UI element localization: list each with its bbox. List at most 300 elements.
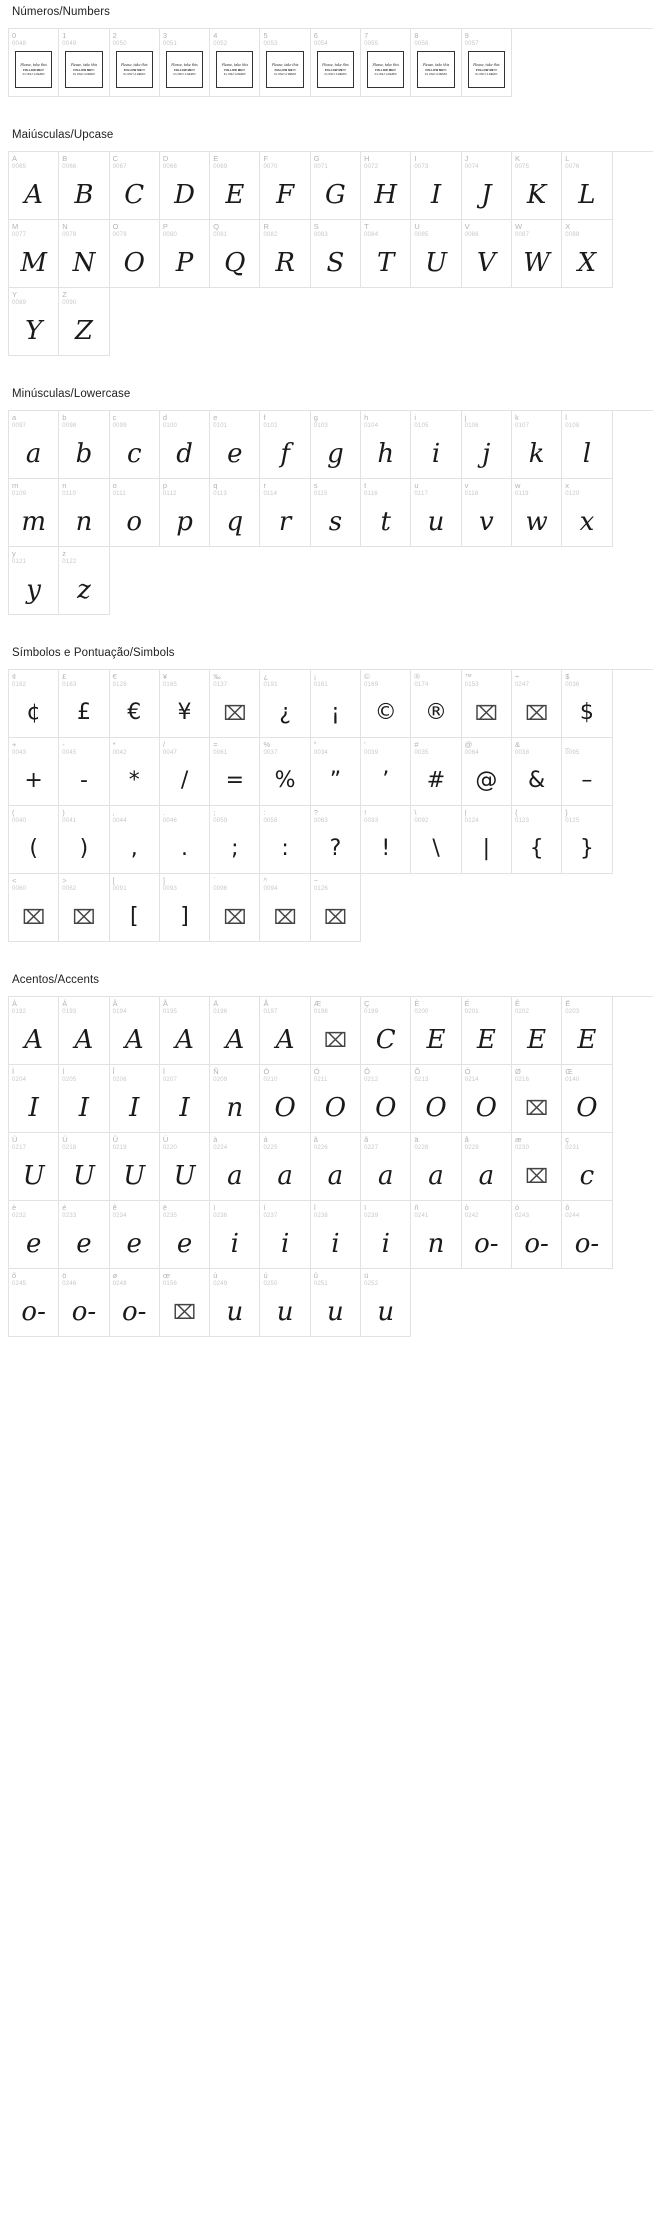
glyph-cell[interactable] [260, 411, 310, 479]
glyph-preview: g [327, 438, 344, 469]
glyph-preview: ⌧ [525, 700, 549, 725]
glyph-cell[interactable] [9, 670, 59, 738]
glyph-cell[interactable] [361, 411, 411, 479]
glyph-cell[interactable] [160, 152, 210, 220]
glyph-cell[interactable] [59, 479, 109, 547]
glyph-cell[interactable] [9, 1133, 59, 1201]
glyph-char-label: 9 [464, 31, 469, 40]
glyph-char-code: 0077 [12, 232, 27, 238]
glyph-preview: – [581, 767, 593, 793]
glyph-cell[interactable] [361, 997, 411, 1065]
glyph-preview: € [127, 699, 142, 725]
glyph-char-code: 0231 [565, 1145, 580, 1151]
glyph-char-code: 0047 [162, 750, 178, 756]
glyph-cell[interactable] [462, 411, 512, 479]
glyph-cell[interactable] [210, 874, 260, 942]
glyph-cell[interactable] [311, 1269, 361, 1337]
glyph-char-code: 0102 [263, 423, 278, 429]
glyph-cell[interactable] [59, 874, 109, 942]
section-title: Minúsculas/Lowercase [12, 388, 131, 400]
glyph-preview: O [274, 1092, 296, 1123]
glyph-cell[interactable] [562, 220, 612, 288]
glyph-cell[interactable] [260, 1065, 310, 1133]
glyph-char-label: b [62, 413, 67, 422]
glyph-cell[interactable] [59, 806, 109, 874]
glyph-cell[interactable] [160, 806, 210, 874]
glyph-cell[interactable] [411, 1201, 461, 1269]
glyph-preview-swatch [317, 51, 354, 88]
glyph-char-code: 0066 [62, 164, 77, 170]
swatch-line-2: FOLLOW ME!!! [425, 68, 447, 72]
sections-root [8, 0, 653, 1353]
glyph-cell[interactable] [110, 1269, 160, 1337]
glyph-cell[interactable] [210, 997, 260, 1065]
glyph-char-code: 0115 [313, 491, 328, 497]
glyph-cell[interactable] [311, 997, 361, 1065]
glyph-cell[interactable] [59, 738, 109, 806]
glyph-cell[interactable] [160, 29, 210, 97]
glyph-cell[interactable] [160, 738, 210, 806]
glyph-cell[interactable] [160, 874, 210, 942]
glyph-preview: X [577, 247, 597, 278]
glyph-cell[interactable] [562, 152, 612, 220]
glyph-preview: G [325, 179, 346, 210]
glyph-char-label: Æ [313, 999, 322, 1008]
glyph-cell[interactable] [311, 806, 361, 874]
glyph-cell[interactable] [512, 411, 562, 479]
glyph-cell[interactable] [361, 806, 411, 874]
glyph-cell[interactable] [411, 152, 461, 220]
glyph-char-label: Ã [162, 999, 168, 1008]
swatch-line-1: Please, take this [171, 63, 198, 67]
glyph-cell[interactable] [9, 806, 59, 874]
glyph-cell[interactable] [59, 1201, 109, 1269]
glyph-preview: I [129, 1092, 140, 1123]
glyph-cell[interactable] [210, 670, 260, 738]
glyph-char-code: 0227 [364, 1145, 379, 1151]
glyph-cell[interactable] [311, 1133, 361, 1201]
glyph-preview: ⌧ [22, 904, 46, 929]
glyph-char-code: 0213 [414, 1077, 429, 1083]
glyph-cell[interactable] [9, 738, 59, 806]
glyph-cell[interactable] [562, 1201, 612, 1269]
glyph-cell[interactable] [512, 738, 562, 806]
glyph-cell[interactable] [110, 1133, 160, 1201]
glyph-char-label: % [263, 740, 271, 749]
swatch-line-2: FOLLOW ME!!! [274, 68, 296, 72]
glyph-char-label: Ô [364, 1067, 370, 1076]
glyph-preview: ⌧ [474, 700, 498, 725]
glyph-char-label: u [414, 481, 419, 490]
glyph-cell[interactable] [311, 152, 361, 220]
glyph-cell[interactable] [361, 1133, 411, 1201]
glyph-cell[interactable] [160, 670, 210, 738]
glyph-char-label: ¿ [263, 672, 269, 681]
glyph-char-label: p [162, 481, 168, 490]
glyph-char-code: 0203 [565, 1009, 580, 1015]
glyph-cell[interactable] [311, 738, 361, 806]
glyph-char-label: \ [414, 808, 417, 817]
glyph-cell[interactable] [110, 874, 160, 942]
glyph-cell[interactable] [361, 1269, 411, 1337]
glyph-cell[interactable] [512, 1201, 562, 1269]
glyph-char-label: è [12, 1203, 17, 1212]
glyph-char-label: ] [162, 876, 165, 885]
glyph-cell[interactable] [512, 997, 562, 1065]
glyph-preview: C [375, 1024, 396, 1055]
glyph-cell[interactable] [462, 670, 512, 738]
glyph-cell[interactable] [562, 411, 612, 479]
glyph-cell[interactable] [9, 874, 59, 942]
glyph-char-label: Ò [263, 1067, 270, 1076]
glyph-cell[interactable] [110, 220, 160, 288]
glyph-char-label: / [162, 740, 165, 749]
glyph-char-code: 0199 [364, 1009, 379, 1015]
glyph-cell[interactable] [411, 997, 461, 1065]
glyph-preview: n [427, 1228, 445, 1259]
glyph-cell[interactable] [311, 874, 361, 942]
glyph-preview: [ [129, 903, 139, 929]
glyph-char-code: 0113 [213, 491, 227, 497]
glyph-cell[interactable] [462, 997, 512, 1065]
glyph-char-label: æ [514, 1135, 522, 1144]
glyph-preview: # [426, 767, 446, 793]
glyph-char-label: m [12, 481, 19, 490]
glyph-cell[interactable] [260, 152, 310, 220]
glyph-preview: a [227, 1160, 243, 1191]
glyph-cell[interactable] [210, 479, 260, 547]
glyph-cell[interactable] [462, 1065, 512, 1133]
glyph-char-code: 0241 [414, 1213, 429, 1219]
glyph-cell[interactable] [110, 670, 160, 738]
glyph-cell[interactable] [361, 220, 411, 288]
glyph-cell[interactable] [260, 220, 310, 288]
glyph-preview: + [24, 767, 43, 793]
glyph-preview: x [579, 506, 595, 537]
glyph-cell[interactable] [311, 220, 361, 288]
glyph-char-label: ë [162, 1203, 168, 1212]
glyph-cell[interactable] [311, 29, 361, 97]
glyph-cell[interactable] [462, 806, 512, 874]
glyph-char-label: £ [62, 672, 67, 681]
glyph-char-label: È [414, 999, 420, 1008]
glyph-cell[interactable] [59, 1065, 109, 1133]
glyph-cell[interactable] [361, 670, 411, 738]
glyph-cell[interactable] [512, 1133, 562, 1201]
glyph-char-code: 0206 [112, 1077, 127, 1083]
glyph-cell[interactable] [411, 670, 461, 738]
glyph-cell[interactable] [260, 1133, 310, 1201]
glyph-cell[interactable] [210, 29, 260, 97]
glyph-cell[interactable] [562, 997, 612, 1065]
glyph-cell[interactable] [210, 1201, 260, 1269]
glyph-cell[interactable] [160, 1065, 210, 1133]
swatch-line-3: It's ONLY A DEMO! [374, 73, 397, 76]
glyph-cell[interactable] [110, 1065, 160, 1133]
glyph-char-label: Ü [162, 1135, 169, 1144]
glyph-char-code: 0247 [514, 682, 530, 688]
glyph-preview: D [174, 179, 195, 210]
glyph-char-label: o [112, 481, 117, 490]
glyph-cell[interactable] [210, 220, 260, 288]
glyph-char-code: 0095 [565, 750, 580, 756]
glyph-cell[interactable] [9, 288, 59, 356]
section-numbers [8, 0, 653, 113]
glyph-char-code: 0036 [565, 682, 580, 688]
glyph-grid [8, 151, 653, 356]
glyph-char-code: 0067 [112, 164, 127, 170]
glyph-cell[interactable] [9, 1269, 59, 1337]
glyph-cell[interactable] [210, 152, 260, 220]
glyph-char-label: L [565, 154, 570, 163]
glyph-cell[interactable] [210, 738, 260, 806]
glyph-preview: Z [74, 315, 93, 346]
glyph-cell[interactable] [361, 152, 411, 220]
glyph-preview: m [21, 506, 46, 537]
glyph-cell[interactable] [562, 479, 612, 547]
glyph-preview: l [582, 438, 592, 469]
glyph-cell[interactable] [110, 806, 160, 874]
glyph-char-label: S [313, 222, 319, 231]
glyph-char-label: O [112, 222, 119, 231]
glyph-cell[interactable] [260, 997, 310, 1065]
glyph-cell[interactable] [110, 29, 160, 97]
glyph-preview: y [26, 574, 41, 605]
glyph-cell[interactable] [59, 1133, 109, 1201]
glyph-char-label: 7 [364, 31, 369, 40]
glyph-preview: N [72, 247, 96, 278]
glyph-cell[interactable] [260, 806, 310, 874]
glyph-cell[interactable] [411, 479, 461, 547]
glyph-char-code: 0162 [12, 682, 27, 688]
glyph-cell[interactable] [59, 288, 109, 356]
glyph-cell[interactable] [411, 1133, 461, 1201]
glyph-cell[interactable] [9, 1201, 59, 1269]
glyph-cell[interactable] [9, 29, 59, 97]
glyph-cell[interactable] [512, 670, 562, 738]
swatch-line-3: It's ONLY A DEMO! [424, 73, 448, 76]
glyph-char-code: 0238 [313, 1213, 328, 1219]
glyph-grid [8, 669, 653, 942]
glyph-preview: o- [524, 1228, 549, 1259]
glyph-char-code: 0204 [12, 1077, 27, 1083]
glyph-cell[interactable] [311, 411, 361, 479]
glyph-cell[interactable] [210, 806, 260, 874]
glyph-grid [8, 28, 653, 97]
glyph-cell[interactable] [59, 220, 109, 288]
glyph-cell[interactable] [110, 479, 160, 547]
glyph-char-code: 0205 [62, 1077, 77, 1083]
glyph-cell[interactable] [562, 806, 612, 874]
glyph-char-code: 0119 [514, 491, 529, 497]
glyph-cell[interactable] [462, 1201, 512, 1269]
glyph-cell[interactable] [160, 411, 210, 479]
section-symbols [8, 641, 653, 958]
glyph-cell[interactable] [110, 997, 160, 1065]
glyph-cell[interactable] [9, 152, 59, 220]
glyph-char-code: 0128 [112, 682, 127, 688]
swatch-line-2: FOLLOW ME!!! [23, 68, 45, 72]
glyph-cell[interactable] [512, 220, 562, 288]
glyph-cell[interactable] [562, 670, 612, 738]
glyph-cell[interactable] [59, 1269, 109, 1337]
glyph-char-code: 0073 [414, 164, 429, 170]
swatch-line-1: Please, take this [271, 63, 299, 67]
glyph-cell[interactable] [160, 1133, 210, 1201]
glyph-char-label: K [514, 154, 520, 163]
glyph-cell[interactable] [512, 152, 562, 220]
glyph-cell[interactable] [9, 479, 59, 547]
glyph-cell[interactable] [9, 547, 59, 615]
glyph-char-label: P [162, 222, 168, 231]
glyph-preview: u [276, 1296, 294, 1327]
glyph-char-label: e [213, 413, 218, 422]
glyph-cell[interactable] [562, 738, 612, 806]
glyph-cell[interactable] [361, 1201, 411, 1269]
glyph-cell[interactable] [311, 670, 361, 738]
glyph-char-code: 0083 [313, 232, 328, 238]
glyph-cell[interactable] [462, 220, 512, 288]
glyph-char-code: 0125 [565, 818, 580, 824]
glyph-char-label: 8 [414, 31, 419, 40]
glyph-char-code: 0080 [162, 232, 178, 238]
glyph-char-label: ! [364, 808, 367, 817]
glyph-char-label: E [213, 154, 219, 163]
glyph-preview: u [427, 506, 445, 537]
glyph-cell[interactable] [361, 29, 411, 97]
glyph-preview: ( [29, 835, 38, 861]
glyph-cell[interactable] [59, 547, 109, 615]
glyph-cell[interactable] [9, 220, 59, 288]
glyph-cell[interactable] [462, 152, 512, 220]
glyph-cell[interactable] [110, 1201, 160, 1269]
glyph-cell[interactable] [59, 997, 109, 1065]
glyph-char-label: a [12, 413, 17, 422]
glyph-preview: U [22, 1160, 45, 1191]
glyph-cell[interactable] [562, 1133, 612, 1201]
glyph-cell[interactable] [210, 1269, 260, 1337]
glyph-cell[interactable] [361, 479, 411, 547]
glyph-cell[interactable] [59, 670, 109, 738]
glyph-char-code: 0074 [464, 164, 479, 170]
glyph-cell[interactable] [260, 738, 310, 806]
glyph-cell[interactable] [512, 806, 562, 874]
glyph-cell[interactable] [411, 220, 461, 288]
glyph-preview: a [478, 1160, 495, 1191]
glyph-char-code: 0220 [162, 1145, 178, 1151]
glyph-cell[interactable] [311, 1201, 361, 1269]
glyph-char-code: 0214 [464, 1077, 479, 1083]
glyph-char-code: 0090 [62, 300, 77, 306]
glyph-cell[interactable] [9, 997, 59, 1065]
glyph-cell[interactable] [59, 29, 109, 97]
glyph-preview: u [327, 1296, 344, 1327]
glyph-cell[interactable] [512, 1065, 562, 1133]
glyph-cell[interactable] [210, 411, 260, 479]
glyph-char-label: 0 [12, 31, 17, 40]
glyph-cell[interactable] [160, 1201, 210, 1269]
glyph-cell[interactable] [110, 411, 160, 479]
glyph-cell[interactable] [411, 738, 461, 806]
glyph-preview-swatch [367, 51, 404, 88]
glyph-cell[interactable] [361, 1065, 411, 1133]
glyph-cell[interactable] [311, 479, 361, 547]
glyph-char-label: ) [62, 808, 65, 817]
glyph-char-label: Q [213, 222, 220, 231]
glyph-cell[interactable] [59, 411, 109, 479]
section-upcase [8, 123, 653, 372]
glyph-char-code: 0081 [213, 232, 228, 238]
glyph-cell[interactable] [411, 806, 461, 874]
glyph-cell[interactable] [160, 479, 210, 547]
swatch-line-2: FOLLOW ME!!! [224, 68, 246, 72]
glyph-cell[interactable] [160, 220, 210, 288]
glyph-cell[interactable] [160, 1269, 210, 1337]
glyph-cell[interactable] [260, 874, 310, 942]
glyph-preview: n [226, 1092, 244, 1123]
glyph-cell[interactable] [9, 411, 59, 479]
glyph-cell[interactable] [260, 670, 310, 738]
glyph-preview: \ [432, 835, 440, 861]
glyph-char-label: ÷ [514, 672, 520, 681]
glyph-char-code: 0207 [162, 1077, 178, 1083]
glyph-char-code: 0242 [464, 1213, 479, 1219]
glyph-cell[interactable] [210, 1065, 260, 1133]
glyph-cell[interactable] [361, 738, 411, 806]
glyph-char-code: 0110 [62, 491, 76, 497]
section-title: Maiúsculas/Upcase [12, 129, 114, 141]
glyph-char-label: B [62, 154, 68, 163]
glyph-cell[interactable] [462, 479, 512, 547]
glyph-cell[interactable] [260, 479, 310, 547]
glyph-cell[interactable] [59, 152, 109, 220]
glyph-cell[interactable] [160, 997, 210, 1065]
glyph-char-label: ¥ [162, 672, 168, 681]
glyph-char-code: 0052 [213, 41, 228, 47]
glyph-cell[interactable] [110, 152, 160, 220]
glyph-cell[interactable] [512, 479, 562, 547]
glyph-char-label: # [414, 740, 419, 749]
glyph-cell[interactable] [462, 738, 512, 806]
glyph-cell[interactable] [210, 1133, 260, 1201]
glyph-char-code: 0100 [162, 423, 178, 429]
glyph-char-label: q [213, 481, 218, 490]
glyph-cell[interactable] [260, 1201, 310, 1269]
glyph-cell[interactable] [462, 29, 512, 97]
glyph-cell[interactable] [411, 411, 461, 479]
glyph-char-code: 0104 [364, 423, 379, 429]
glyph-cell[interactable] [411, 1065, 461, 1133]
swatch-line-2: FOLLOW ME!!! [173, 68, 196, 72]
glyph-cell[interactable] [110, 738, 160, 806]
swatch-line-1: Please, take this [20, 63, 47, 67]
glyph-cell[interactable] [562, 1065, 612, 1133]
glyph-char-code: 0156 [162, 1281, 178, 1287]
glyph-preview: i [230, 1228, 239, 1259]
glyph-cell[interactable] [311, 1065, 361, 1133]
glyph-preview: p [176, 506, 193, 537]
glyph-cell[interactable] [260, 29, 310, 97]
glyph-char-code: 0091 [112, 886, 127, 892]
glyph-cell[interactable] [260, 1269, 310, 1337]
glyph-preview: ? [329, 835, 342, 861]
glyph-cell[interactable] [462, 1133, 512, 1201]
section-spacer [8, 942, 653, 958]
glyph-char-label: 3 [162, 31, 168, 40]
glyph-cell[interactable] [9, 1065, 59, 1133]
glyph-cell[interactable] [411, 29, 461, 97]
glyph-char-label: Ù [12, 1135, 18, 1144]
